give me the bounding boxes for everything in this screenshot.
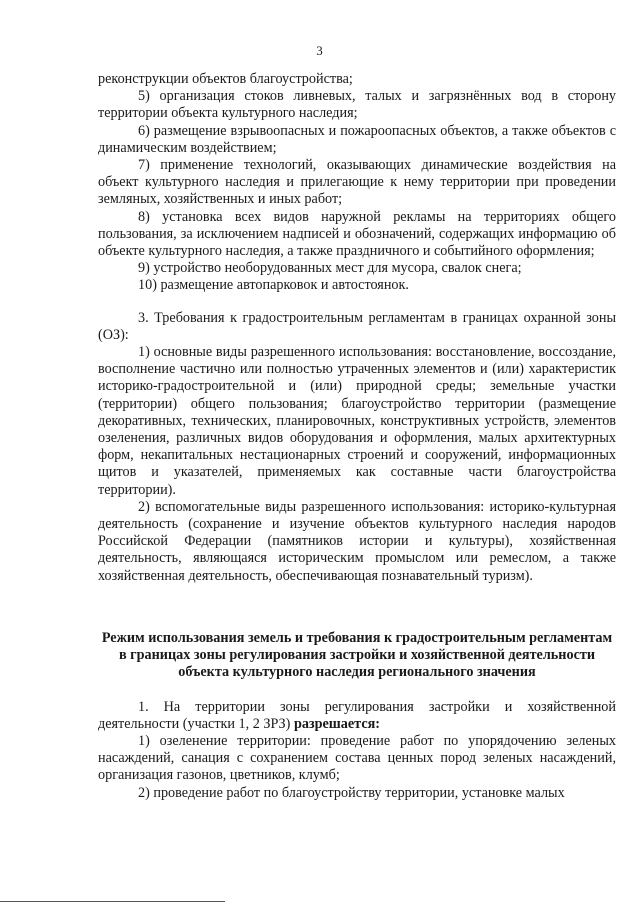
zrz-intro-bold: разрешается: [293, 715, 381, 732]
zrz-intro [98, 699, 616, 733]
section-heading: Режим использования земель и требования к градостроительным регламентам в границах зоны регулирования застройки и хозяйственной деятельности объекта культурного наследия регионального значения [101, 629, 613, 681]
paragraph-item-5: 5) организация стоков ливневых, талых и загрязнённых вод в сторону территории объекта культурного наследия; [98, 88, 616, 122]
paragraph-item-10: 10) размещение автопарковок и автостоянок. [138, 277, 409, 294]
paragraph-item-8: 8) установка всех видов наружной рекламы на территориях общего пользования, за исключением надписей и обозначений, содержащих информацию об объекте культурного наследия, а также праздничного и событийного оформления; [98, 208, 616, 260]
zrz-item-1: 1) озеленение территории: проведение работ по упорядочению зеленых насаждений, санация с сохранением состава ценных пород зеленых насаждений, организация газонов, цветников, клумб; [98, 732, 616, 784]
paragraph-item-9: 9) устройство необорудованных мест для мусора, свалок снега; [138, 260, 522, 277]
zrz-item-2: 2) проведение работ по благоустройству территории, установке малых [138, 784, 565, 801]
section-3-intro: 3. Требования к градостроительным регламентам в границах охранной зоны (ОЗ): [98, 309, 616, 343]
zrz-intro-text: 1. На территории зоны регулирования застройки и хозяйственной деятельности (участки 1, 2 ЗРЗ) [98, 698, 616, 732]
paragraph-item-7: 7) применение технологий, оказывающих динамические воздействия на объект культурного наследия и прилегающие к нему территории при проведении земляных, хозяйственных и иных работ; [98, 157, 616, 208]
document-body [98, 71, 616, 802]
paragraph-item-6: 6) размещение взрывоопасных и пожароопасных объектов, а также объектов с динамическим воздействием; [98, 122, 616, 156]
section-3-item-1: 1) основные виды разрешенного использования: восстановление, воссоздание, восполнение частично или полностью утраченных элементов и (или) характеристик историко-градостроительной и (или) природной среды; земельные участки (территории) общего пользования; благоустройство территории (размещение декоративных, технических, планировочных, конструктивных устройств, элементов озеленения, различных видов оборудования и оформления, малых архитектурных форм, некапитальных нестационарных строений и сооружений, информационных щитов и указателей, применяемых как составные части благоустройства территории). [98, 344, 616, 498]
section-3-item-2: 2) вспомогательные виды разрешенного использования: историко-культурная деятельность (сохранение и изучение объектов культурного наследия народов Российской Федерации (памятников истории и культуры), хозяйственная деятельность, являющаяся историческим промыслом или ремеслом, а также хозяйственная деятельность, обеспечивающая познавательный туризм). [98, 498, 616, 584]
paragraph-reconstruction: реконструкции объектов благоустройства; [98, 71, 353, 87]
page-number: 3 [316, 43, 323, 58]
footer-rule [0, 901, 225, 902]
